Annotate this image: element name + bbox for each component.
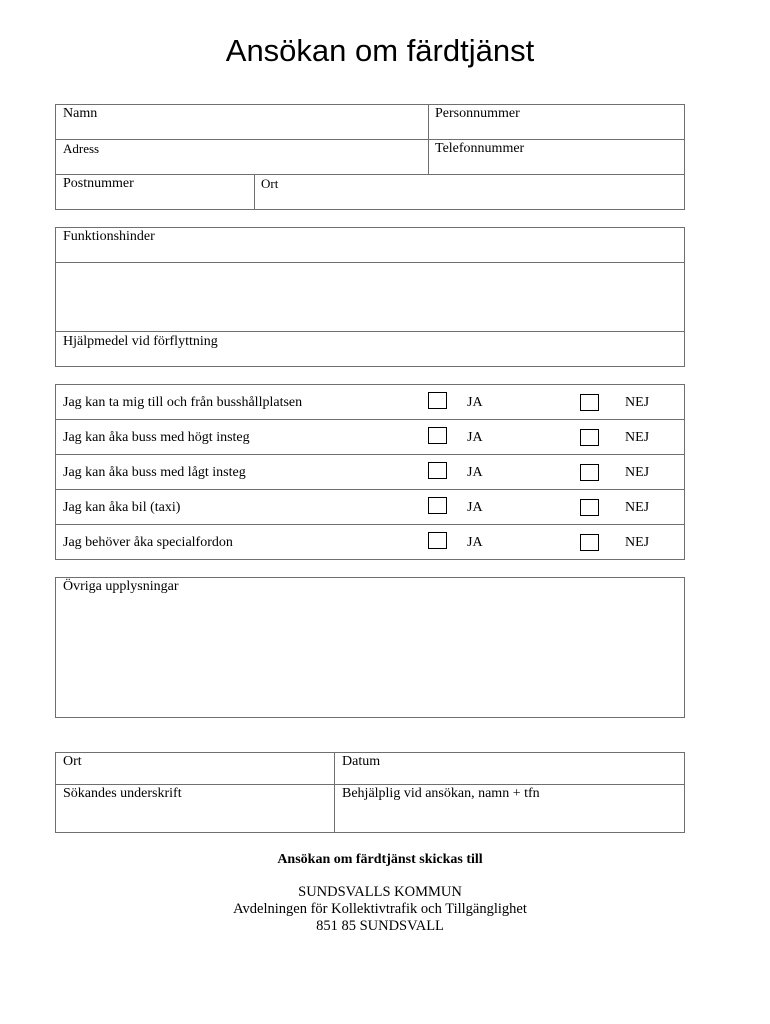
address-line-2: Avdelningen för Kollektivtrafik och Tillgänglighet bbox=[233, 901, 527, 917]
yes-checkbox[interactable] bbox=[428, 497, 447, 514]
yes-label: JA bbox=[467, 395, 483, 410]
divider bbox=[254, 174, 255, 210]
no-label: NEJ bbox=[625, 465, 650, 480]
ort-field[interactable]: Ort bbox=[261, 176, 279, 191]
no-label: NEJ bbox=[625, 500, 650, 515]
divider bbox=[55, 174, 685, 175]
send-to-heading: Ansökan om färdtjänst skickas till bbox=[277, 852, 483, 867]
yes-label: JA bbox=[467, 430, 483, 445]
question-text: Jag kan åka buss med högt insteg bbox=[63, 430, 250, 445]
divider bbox=[55, 331, 685, 332]
question-text: Jag kan åka bil (taxi) bbox=[63, 500, 181, 515]
personal-info-section bbox=[55, 104, 685, 210]
yes-checkbox[interactable] bbox=[428, 392, 447, 409]
mailing-address bbox=[0, 884, 760, 935]
divider bbox=[55, 419, 685, 420]
personnummer-field[interactable]: Personnummer bbox=[435, 106, 520, 121]
yes-checkbox[interactable] bbox=[428, 462, 447, 479]
divider bbox=[334, 752, 335, 833]
question-text: Jag behöver åka specialfordon bbox=[63, 535, 233, 550]
no-checkbox[interactable] bbox=[580, 429, 599, 446]
no-label: NEJ bbox=[625, 535, 650, 550]
divider bbox=[55, 139, 685, 140]
name-field[interactable]: Namn bbox=[63, 106, 98, 121]
yes-checkbox[interactable] bbox=[428, 532, 447, 549]
page-title: Ansökan om färdtjänst bbox=[225, 33, 535, 68]
no-checkbox[interactable] bbox=[580, 534, 599, 551]
applicant-signature-field[interactable]: Sökandes underskrift bbox=[63, 786, 182, 801]
divider bbox=[55, 489, 685, 490]
yes-label: JA bbox=[467, 535, 483, 550]
yes-label: JA bbox=[467, 500, 483, 515]
phone-field[interactable]: Telefonnummer bbox=[435, 141, 525, 156]
other-info-section[interactable] bbox=[55, 577, 685, 718]
yes-label: JA bbox=[467, 465, 483, 480]
address-line-3: 851 85 SUNDSVALL bbox=[316, 918, 444, 934]
datum-field[interactable]: Datum bbox=[342, 754, 381, 769]
divider bbox=[55, 784, 685, 785]
divider bbox=[55, 524, 685, 525]
helper-field[interactable]: Behjälplig vid ansökan, namn + tfn bbox=[342, 786, 540, 801]
no-checkbox[interactable] bbox=[580, 394, 599, 411]
divider bbox=[428, 104, 429, 175]
no-checkbox[interactable] bbox=[580, 464, 599, 481]
question-text: Jag kan ta mig till och från busshållplatsen bbox=[63, 395, 303, 410]
no-label: NEJ bbox=[625, 430, 650, 445]
address-line-1: SUNDSVALLS KOMMUN bbox=[298, 884, 462, 900]
yes-checkbox[interactable] bbox=[428, 427, 447, 444]
address-field[interactable]: Adress bbox=[63, 141, 100, 156]
divider bbox=[55, 454, 685, 455]
question-text: Jag kan åka buss med lågt insteg bbox=[63, 465, 246, 480]
other-info-label: Övriga upplysningar bbox=[63, 579, 179, 594]
no-checkbox[interactable] bbox=[580, 499, 599, 516]
funktionshinder-label: Funktionshinder bbox=[63, 229, 155, 244]
postnummer-field[interactable]: Postnummer bbox=[63, 176, 134, 191]
funktionshinder-field[interactable] bbox=[56, 263, 684, 330]
no-label: NEJ bbox=[625, 395, 650, 410]
hjalpmedel-field[interactable]: Hjälpmedel vid förflyttning bbox=[63, 334, 218, 349]
signature-ort-field[interactable]: Ort bbox=[63, 754, 82, 769]
